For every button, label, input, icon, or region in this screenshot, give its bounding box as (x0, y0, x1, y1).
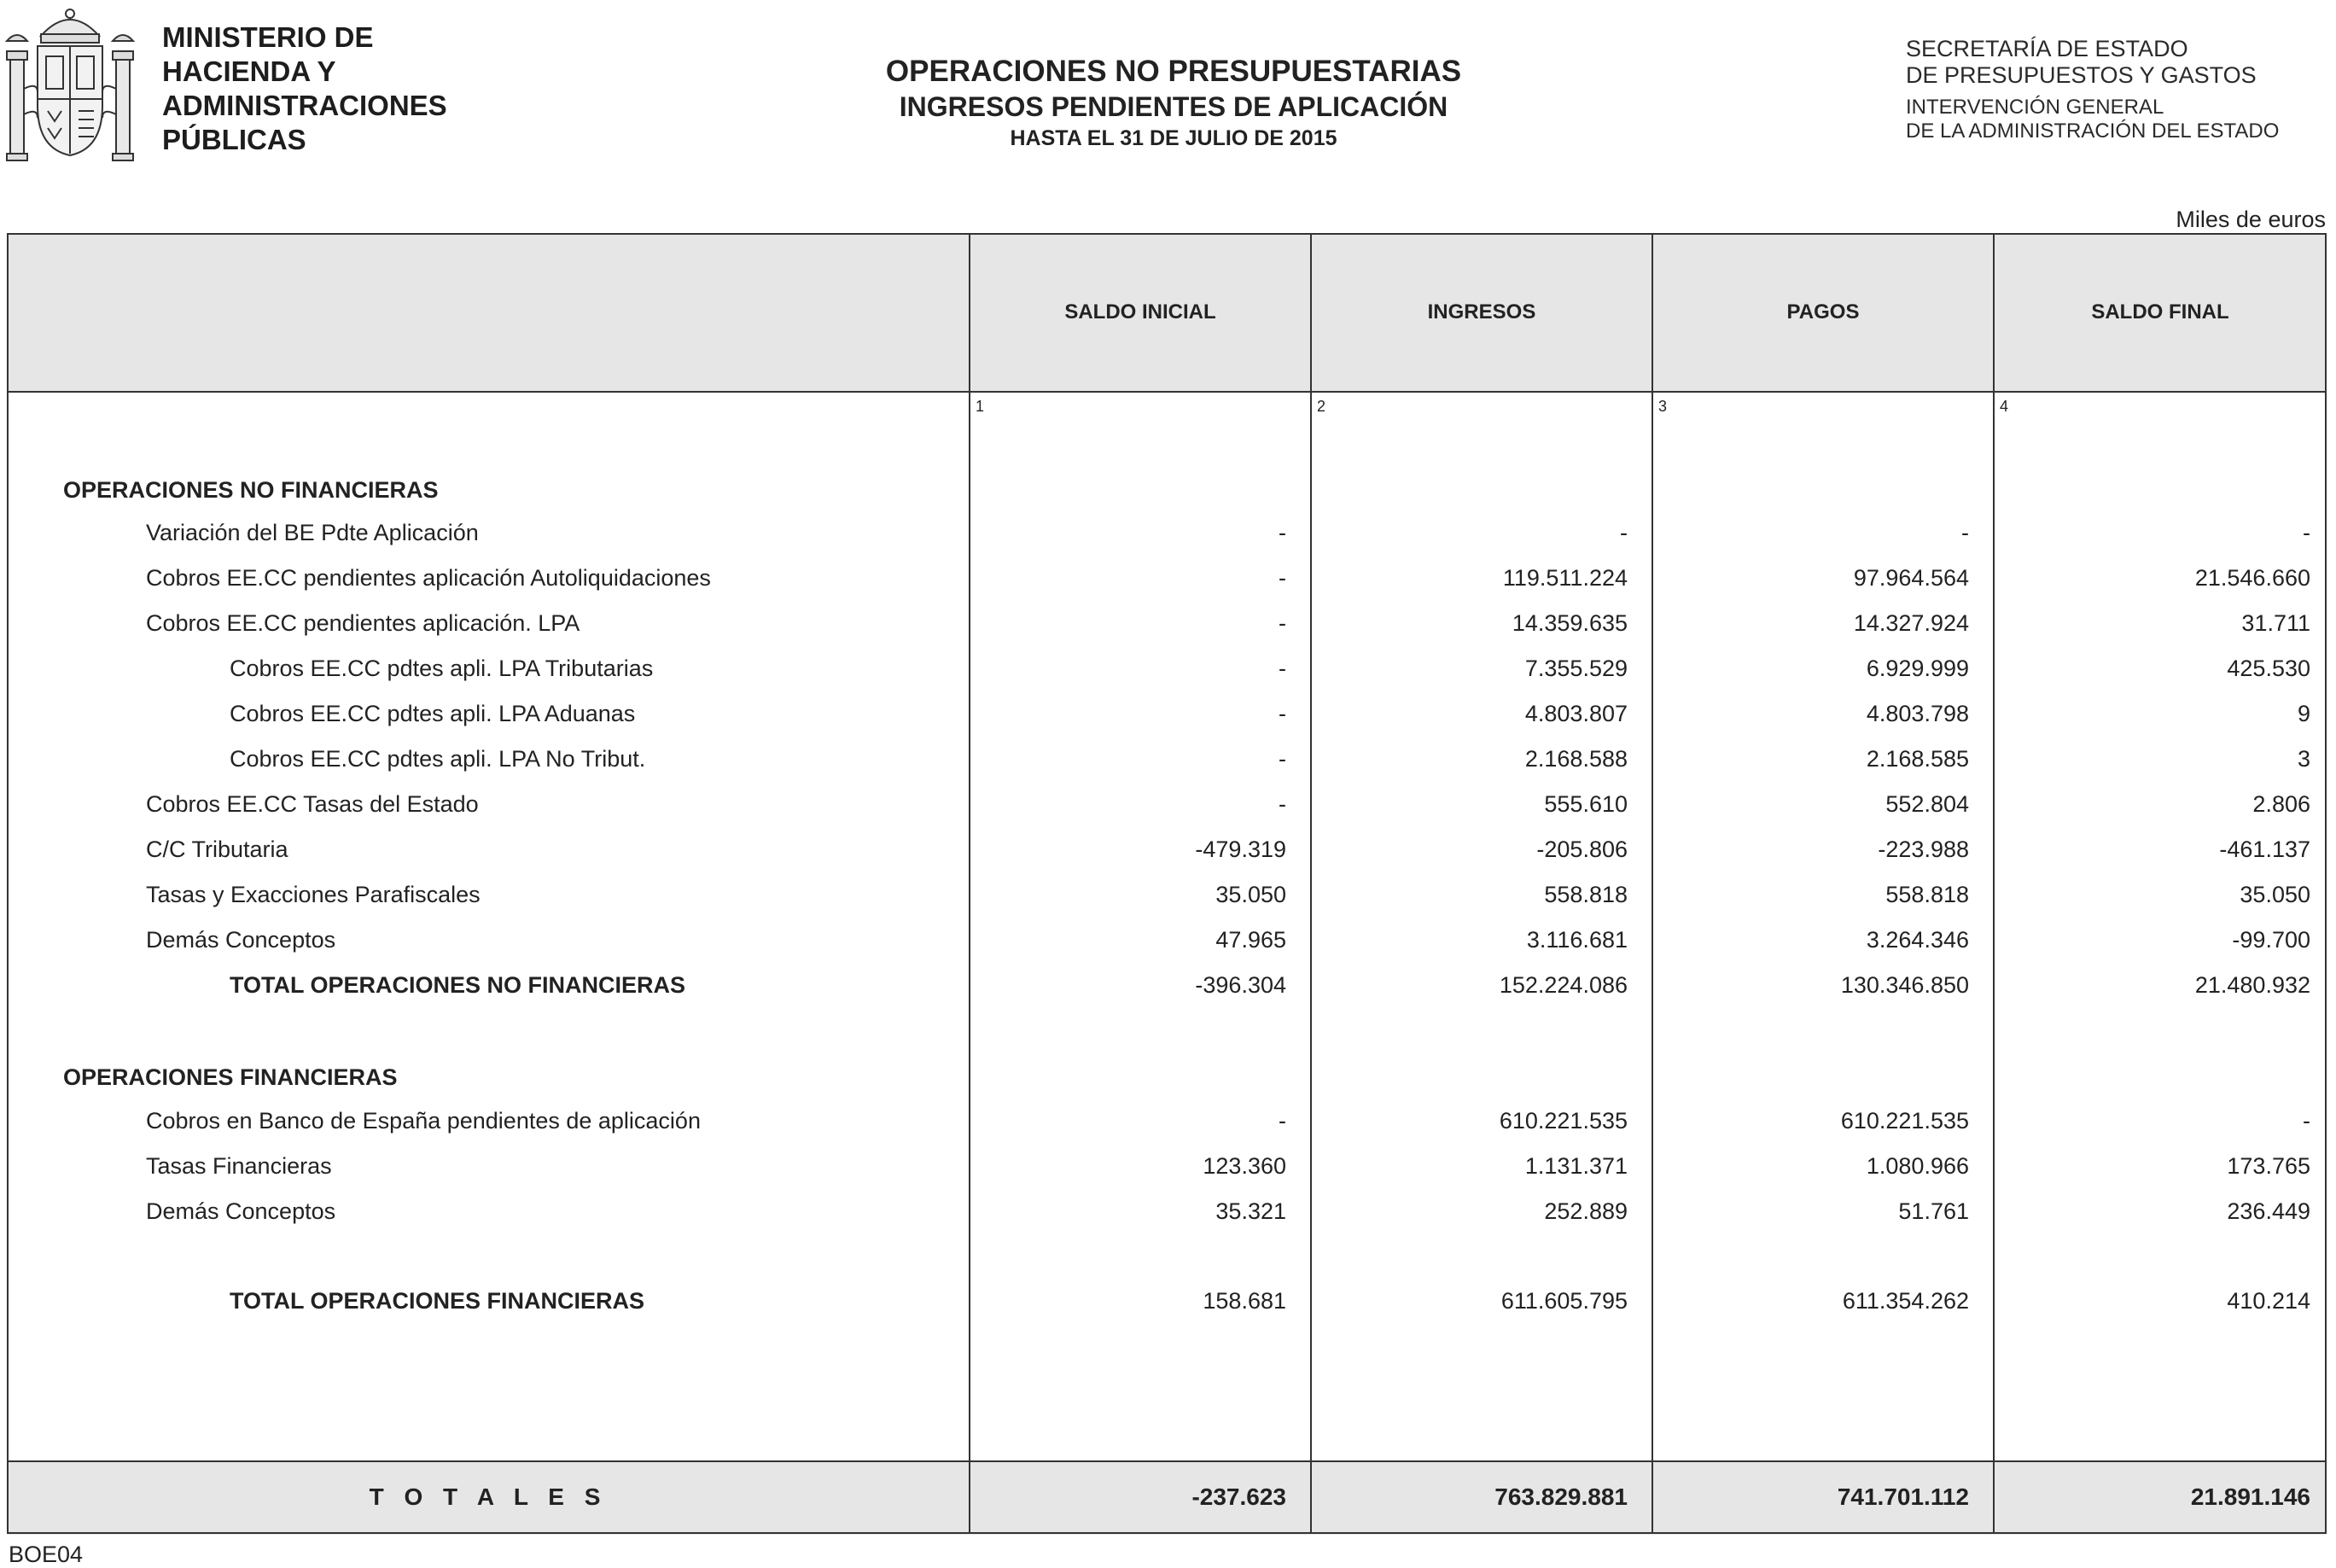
intervencion-line: INTERVENCIÓN GENERAL (1906, 96, 2164, 119)
cell-ingresos: 119.511.224 (1502, 565, 1628, 591)
report-subtitle: INGRESOS PENDIENTES DE APLICACIÓN (899, 91, 1448, 122)
cell-saldo-final: 410.214 (2227, 1288, 2310, 1314)
cell-saldo-final: 236.449 (2227, 1198, 2310, 1224)
totals-label: T O T A L E S (369, 1483, 608, 1510)
ministry-name (162, 20, 447, 157)
row-label: C/C Tributaria (146, 836, 288, 862)
cell-saldo-inicial: - (1279, 746, 1286, 772)
cell-ingresos: - (1620, 520, 1628, 545)
row-label: Cobros EE.CC Tasas del Estado (146, 791, 479, 817)
row-label: Cobros EE.CC pendientes aplicación. LPA (146, 610, 580, 636)
cell-saldo-final: - (2303, 1108, 2310, 1134)
cell-pagos: - (1961, 520, 1969, 545)
table-row (0, 1153, 2336, 1187)
cell-saldo-final: 21.480.932 (2194, 972, 2310, 998)
column-header-saldo-inicial: SALDO INICIAL (1064, 300, 1216, 324)
table-row (0, 746, 2336, 780)
row-label: Tasas y Exacciones Parafiscales (146, 882, 481, 907)
ministry-line: ADMINISTRACIONES (162, 90, 447, 121)
cell-saldo-inicial: - (1279, 565, 1286, 591)
row-label: Cobros EE.CC pendientes aplicación Autoliquidaciones (146, 565, 711, 591)
units-label: Miles de euros (2176, 207, 2326, 232)
cell-ingresos: 7.355.529 (1524, 656, 1628, 681)
ministry-line: MINISTERIO DE (162, 21, 374, 53)
row-label: Variación del BE Pdte Aplicación (146, 520, 479, 545)
report-title: OPERACIONES NO PRESUPUESTARIAS (885, 55, 1462, 88)
secretaria-line: DE PRESUPUESTOS Y GASTOS (1906, 62, 2257, 88)
cell-saldo-inicial: - (1279, 791, 1286, 817)
column-number: 3 (1658, 398, 1668, 415)
cell-saldo-inicial: -479.319 (1195, 836, 1286, 862)
cell-ingresos: -205.806 (1536, 836, 1628, 862)
document-code: BOE04 (9, 1542, 84, 1567)
subtotal-row (0, 972, 2336, 1006)
cell-pagos: 558.818 (1885, 882, 1969, 907)
intervencion-line: DE LA ADMINISTRACIÓN DEL ESTADO (1906, 119, 2280, 143)
total-saldo-inicial: -237.623 (1191, 1483, 1286, 1510)
cell-saldo-final: 35.050 (2240, 882, 2310, 907)
cell-saldo-final: -99.700 (2232, 927, 2310, 953)
column-number: 2 (1317, 398, 1326, 415)
cell-ingresos: 14.359.635 (1512, 610, 1628, 636)
cell-pagos: 2.168.585 (1866, 746, 1969, 772)
cell-saldo-final: 3 (2297, 746, 2310, 772)
cell-pagos: 97.964.564 (1853, 565, 1969, 591)
cell-saldo-final: -461.137 (2219, 836, 2310, 862)
total-ingresos: 763.829.881 (1494, 1483, 1628, 1510)
cell-pagos: 3.264.346 (1866, 927, 1969, 953)
cell-ingresos: 252.889 (1544, 1198, 1628, 1224)
cell-ingresos: 2.168.588 (1524, 746, 1628, 772)
row-label: Tasas Financieras (146, 1153, 332, 1179)
subtotal-label: TOTAL OPERACIONES NO FINANCIERAS (230, 972, 686, 998)
cell-ingresos: 152.224.086 (1499, 972, 1628, 998)
cell-ingresos: 3.116.681 (1526, 927, 1628, 953)
cell-saldo-final: 21.546.660 (2194, 565, 2310, 591)
table-row (0, 1108, 2336, 1142)
table-row (0, 610, 2336, 644)
table-row (0, 1198, 2336, 1233)
cell-saldo-inicial: - (1279, 701, 1286, 726)
row-label: Cobros EE.CC pdtes apli. LPA No Tribut. (230, 746, 646, 772)
spanish-coat-of-arms-icon (3, 3, 137, 164)
section-title: OPERACIONES NO FINANCIERAS (63, 477, 439, 503)
table-row (0, 836, 2336, 871)
row-label: Demás Conceptos (146, 1198, 336, 1224)
section-title: OPERACIONES FINANCIERAS (63, 1064, 398, 1090)
cell-saldo-inicial: 123.360 (1203, 1153, 1286, 1179)
cell-saldo-inicial: - (1279, 656, 1286, 681)
cell-ingresos: 4.803.807 (1524, 701, 1628, 726)
cell-saldo-inicial: - (1279, 610, 1286, 636)
cell-saldo-final: - (2303, 520, 2310, 545)
cell-saldo-inicial: - (1279, 1108, 1286, 1134)
cell-pagos: 14.327.924 (1853, 610, 1969, 636)
row-label: Cobros EE.CC pdtes apli. LPA Tributarias (230, 656, 654, 681)
cell-pagos: 610.221.535 (1840, 1108, 1969, 1134)
cell-pagos: -223.988 (1878, 836, 1969, 862)
column-header-ingresos: INGRESOS (1427, 300, 1536, 324)
cell-ingresos: 555.610 (1544, 791, 1628, 817)
table-row (0, 701, 2336, 735)
cell-ingresos: 611.605.795 (1500, 1288, 1628, 1314)
cell-pagos: 611.354.262 (1842, 1288, 1969, 1314)
total-saldo-final: 21.891.146 (2190, 1483, 2310, 1510)
issuing-body (1906, 36, 2279, 143)
report-title-block (768, 53, 1579, 154)
column-number: 1 (976, 398, 985, 415)
table-row (0, 927, 2336, 961)
cell-pagos: 1.080.966 (1866, 1153, 1969, 1179)
table-row (0, 791, 2336, 825)
cell-saldo-inicial: 47.965 (1215, 927, 1286, 953)
row-label: Cobros en Banco de España pendientes de aplicación (146, 1108, 701, 1134)
column-number: 4 (2000, 398, 2009, 415)
table-row (0, 565, 2336, 599)
cell-pagos: 552.804 (1885, 791, 1969, 817)
cell-ingresos: 610.221.535 (1499, 1108, 1628, 1134)
cell-saldo-final: 2.806 (2252, 791, 2310, 817)
cell-saldo-inicial: -396.304 (1195, 972, 1286, 998)
subtotal-label: TOTAL OPERACIONES FINANCIERAS (230, 1288, 645, 1314)
row-label: Cobros EE.CC pdtes apli. LPA Aduanas (230, 701, 636, 726)
table-row (0, 656, 2336, 690)
cell-pagos: 51.761 (1898, 1198, 1969, 1224)
column-header-saldo-final: SALDO FINAL (2091, 300, 2229, 324)
subtotal-row (0, 1288, 2336, 1322)
cell-saldo-final: 31.711 (2241, 610, 2310, 636)
column-header-pagos: PAGOS (1786, 300, 1860, 324)
cell-pagos: 4.803.798 (1866, 701, 1969, 726)
cell-saldo-final: 9 (2297, 701, 2310, 726)
total-pagos: 741.701.112 (1837, 1483, 1969, 1510)
cell-saldo-final: 425.530 (2227, 656, 2310, 681)
cell-saldo-inicial: 158.681 (1203, 1288, 1286, 1314)
cell-saldo-inicial: 35.321 (1215, 1198, 1286, 1224)
table-row (0, 520, 2336, 554)
cell-saldo-inicial: - (1279, 520, 1286, 545)
ministry-line: PÚBLICAS (162, 124, 306, 155)
ministry-line: HACIENDA Y (162, 55, 336, 87)
row-label: Demás Conceptos (146, 927, 336, 953)
cell-ingresos: 1.131.371 (1524, 1153, 1628, 1179)
cell-pagos: 130.346.850 (1840, 972, 1969, 998)
cell-ingresos: 558.818 (1544, 882, 1628, 907)
cell-saldo-final: 173.765 (2227, 1153, 2310, 1179)
report-period: HASTA EL 31 DE JULIO DE 2015 (1010, 126, 1337, 150)
cell-pagos: 6.929.999 (1866, 656, 1969, 681)
table-row (0, 882, 2336, 916)
secretaria-line: SECRETARÍA DE ESTADO (1906, 36, 2188, 61)
cell-saldo-inicial: 35.050 (1215, 882, 1286, 907)
